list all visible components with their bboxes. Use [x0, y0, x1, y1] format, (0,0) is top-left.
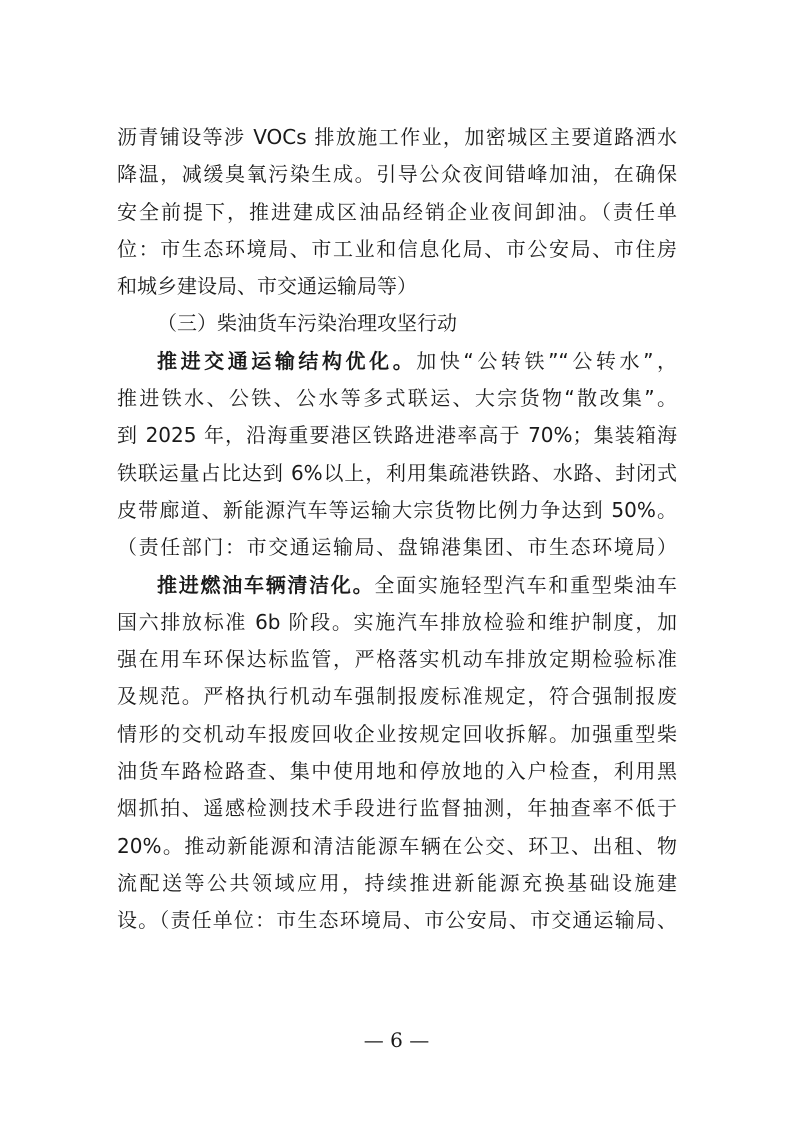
body-line: 设。（责任单位：市生态环境局、市公安局、市交通运输局、: [117, 908, 677, 933]
body-line: 沥青铺设等涉 VOCs 排放施工作业，加密城区主要道路洒水: [117, 125, 677, 149]
body-line: 到 2025 年，沿海重要港区铁路进港率高于 70%；集装箱海: [117, 423, 677, 448]
paragraph-lead: 推进燃油车辆清洁化。: [157, 572, 375, 597]
section-heading: （三）柴油货车污染治理攻坚行动: [157, 311, 457, 336]
body-line: 铁联运量占比达到 6%以上，利用集疏港铁路、水路、封闭式: [117, 460, 677, 485]
paragraph-lead: 推进交通运输结构优化。: [157, 348, 417, 373]
body-line: （责任部门：市交通运输局、盘锦港集团、市生态环境局）: [117, 535, 677, 560]
body-line: 皮带廊道、新能源汽车等运输大宗货物比例力争达到 50%。: [117, 497, 677, 522]
body-line: 油货车路检路查、集中使用地和停放地的入户检查，利用黑: [117, 759, 677, 784]
body-line: 位：市生态环境局、市工业和信息化局、市公安局、市住房: [117, 236, 677, 261]
body-line: 流配送等公共领域应用，持续推进新能源充换基础设施建: [117, 870, 677, 895]
body-line: 20%。推动新能源和清洁能源车辆在公交、环卫、出租、物: [117, 833, 677, 858]
body-line: 降温，减缓臭氧污染生成。引导公众夜间错峰加油，在确保: [117, 162, 677, 187]
body-line: 和城乡建设局、市交通运输局等）: [117, 274, 417, 299]
body-line: 国六排放标准 6b 阶段。实施汽车排放检验和维护制度，加: [117, 609, 677, 634]
body-line: 安全前提下，推进建成区油品经销企业夜间卸油。（责任单: [117, 199, 677, 224]
body-line: [117, 567, 677, 604]
body-line: 及规范。严格执行机动车强制报废标准规定，符合强制报废: [117, 684, 677, 709]
paragraph-text: 加快“公转铁”“公转水”，: [416, 348, 677, 373]
body-line: 情形的交机动车报废回收企业按规定回收拆解。加强重型柴: [117, 721, 677, 746]
paragraph-text: 全面实施轻型汽车和重型柴油车: [374, 572, 678, 597]
body-line: 推进铁水、公铁、公水等多式联运、大宗货物“散改集”。: [117, 386, 677, 411]
body-line: 强在用车环保达标监管，严格落实机动车排放定期检验标准: [117, 647, 677, 672]
document-body: [117, 119, 677, 940]
page-number: — 6 —: [363, 1028, 430, 1052]
body-line: [117, 343, 677, 380]
body-line: 烟抓拍、遥感检测技术手段进行监督抽测，年抽查率不低于: [117, 796, 677, 821]
